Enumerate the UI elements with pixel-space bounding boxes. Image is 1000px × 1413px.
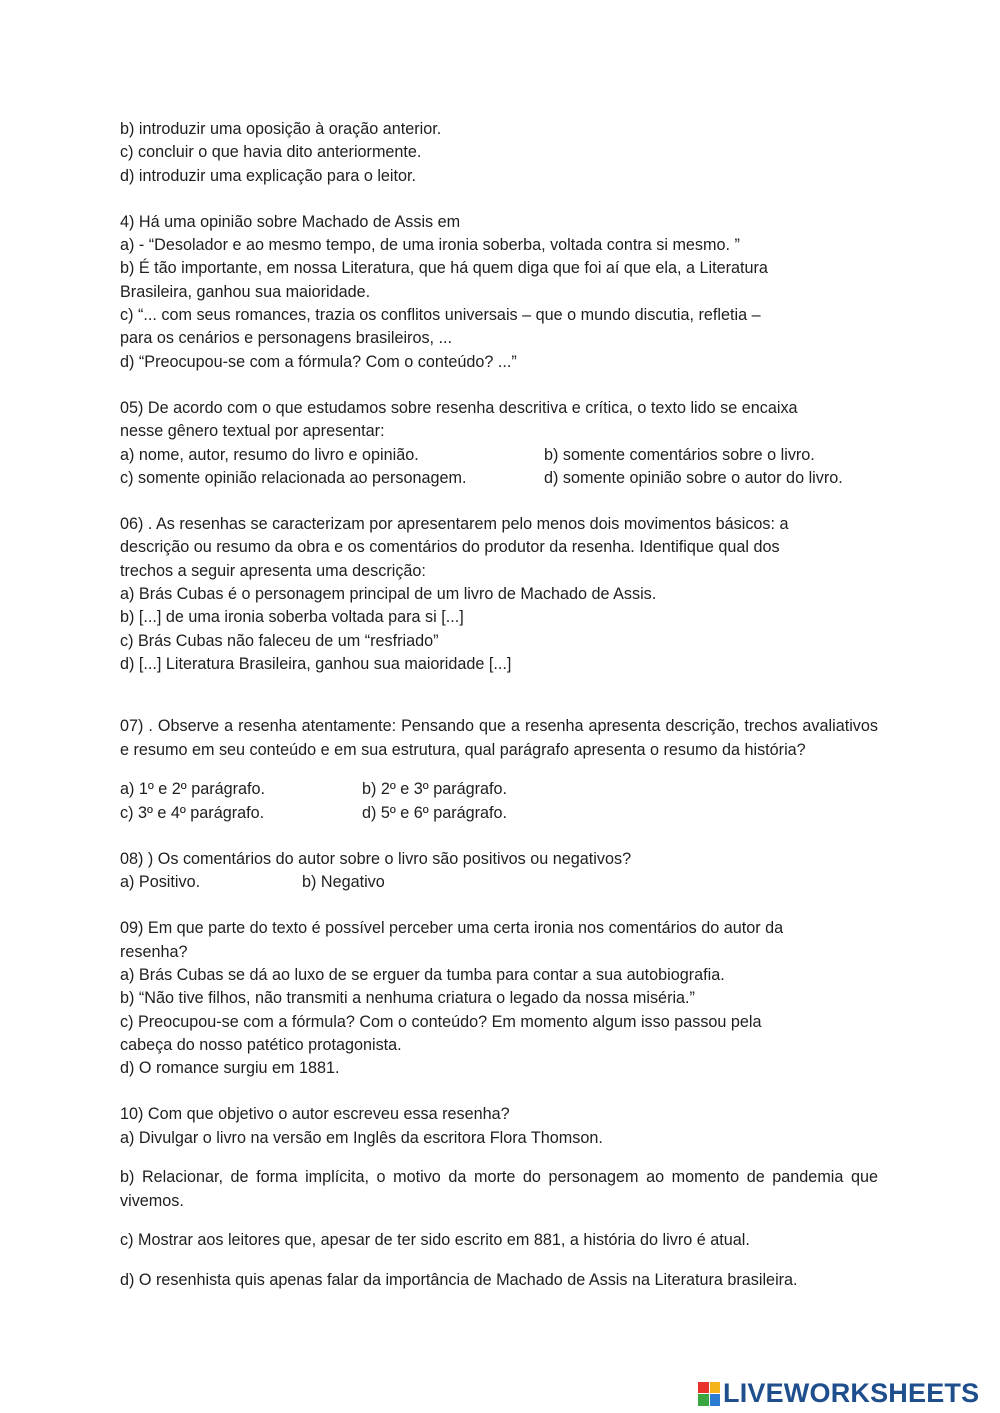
q10-option-d: d) O resenhista quis apenas falar da importância de Machado de Assis na Literatura brasileira. xyxy=(120,1270,798,1289)
q9-option-a: a) Brás Cubas se dá ao luxo de se erguer da tumba para contar a sua autobiografia. xyxy=(120,965,725,984)
q3-option-c: c) concluir o que havia dito anteriormente. xyxy=(120,143,422,162)
worksheet-page xyxy=(120,118,878,1308)
q8-options-row xyxy=(120,871,878,894)
q7-option-d: d) 5º e 6º parágrafo. xyxy=(362,803,508,822)
q4-option-c-line1: c) “... com seus romances, trazia os conflitos universais – que o mundo discutia, refletia – xyxy=(120,306,761,325)
q5-option-b: b) somente comentários sobre o livro. xyxy=(544,445,815,464)
q8-question: 08) ) Os comentários do autor sobre o livro são positivos ou negativos? xyxy=(120,849,632,868)
q9-question-line2: resenha? xyxy=(120,942,188,961)
q6-question-line3: trechos a seguir apresenta uma descrição: xyxy=(120,561,426,580)
q6-question-line2: descrição ou resumo da obra e os comentários do produtor da resenha. Identifique qual dos xyxy=(120,538,780,557)
q6-option-a: a) Brás Cubas é o personagem principal de um livro de Machado de Assis. xyxy=(120,585,657,604)
q6-option-d: d) [...] Literatura Brasileira, ganhou sua maioridade [...] xyxy=(120,654,512,673)
q5-options-row1 xyxy=(120,444,878,467)
q4-option-b-line2: Brasileira, ganhou sua maioridade. xyxy=(120,282,371,301)
q6-option-b: b) [...] de uma ironia soberba voltada para si [...] xyxy=(120,608,464,627)
q5-option-c: c) somente opinião relacionada ao personagem. xyxy=(120,468,467,487)
q3-option-d: d) introduzir uma explicação para o leitor. xyxy=(120,166,417,185)
q4-question: 4) Há uma opinião sobre Machado de Assis em xyxy=(120,212,461,231)
q5-option-a: a) nome, autor, resumo do livro e opinião. xyxy=(120,445,419,464)
q8-option-b: b) Negativo xyxy=(302,873,385,892)
q9-question-line1: 09) Em que parte do texto é possível perceber uma certa ironia nos comentários do autor da xyxy=(120,919,784,938)
q5-question-line2: nesse gênero textual por apresentar: xyxy=(120,422,385,441)
liveworksheets-mark-icon xyxy=(698,1382,720,1406)
q4-option-b-line1: b) É tão importante, em nossa Literatura, que há quem diga que foi aí que ela, a Literatura xyxy=(120,259,768,278)
q4-option-c-line2: para os cenários e personagens brasileiros, ... xyxy=(120,329,453,348)
liveworksheets-logo xyxy=(698,1378,979,1409)
q10-question: 10) Com que objetivo o autor escreveu essa resenha? xyxy=(120,1105,510,1124)
q7-option-c: c) 3º e 4º parágrafo. xyxy=(120,803,265,822)
q9-option-b: b) “Não tive filhos, não transmiti a nenhuma criatura o legado da nossa miséria.” xyxy=(120,989,695,1008)
q7-question: 07) . Observe a resenha atentamente: Pensando que a resenha apresenta descrição, trechos avaliativos e resumo em seu conteúdo e em sua estrutura, qual parágrafo apresenta o resumo da história? xyxy=(120,717,878,759)
q3-option-b: b) introduzir uma oposição à oração anterior. xyxy=(120,120,442,138)
q4-option-d: d) “Preocupou-se com a fórmula? Com o conteúdo? ...” xyxy=(120,352,517,371)
q9-option-c-line1: c) Preocupou-se com a fórmula? Com o conteúdo? Em momento algum isso passou pela xyxy=(120,1012,762,1031)
q5-options-row2 xyxy=(120,467,878,490)
q4-option-a: a) - “Desolador e ao mesmo tempo, de uma ironia soberba, voltada contra si mesmo. ” xyxy=(120,236,740,255)
q7-options-row2 xyxy=(120,802,878,825)
q8-option-a: a) Positivo. xyxy=(120,873,201,892)
q6-option-c: c) Brás Cubas não faleceu de um “resfriado” xyxy=(120,631,439,650)
liveworksheets-logo-text: LIVEWORKSHEETS xyxy=(723,1378,980,1408)
q7-options-row1 xyxy=(120,778,878,801)
q6-question-line1: 06) . As resenhas se caracterizam por apresentarem pelo menos dois movimentos básicos: a xyxy=(120,515,789,534)
q9-option-c-line2: cabeça do nosso patético protagonista. xyxy=(120,1035,402,1054)
q10-option-b: b) Relacionar, de forma implícita, o motivo da morte do personagem ao momento de pandemia que vivemos. xyxy=(120,1168,878,1210)
q5-option-d: d) somente opinião sobre o autor do livro. xyxy=(544,468,843,487)
q7-option-a: a) 1º e 2º parágrafo. xyxy=(120,780,266,799)
q10-option-a: a) Divulgar o livro na versão em Inglês da escritora Flora Thomson. xyxy=(120,1128,603,1147)
q5-question-line1: 05) De acordo com o que estudamos sobre resenha descritiva e crítica, o texto lido se encaixa xyxy=(120,398,798,417)
q9-option-d: d) O romance surgiu em 1881. xyxy=(120,1059,340,1078)
q7-option-b: b) 2º e 3º parágrafo. xyxy=(362,780,508,799)
q10-option-c: c) Mostrar aos leitores que, apesar de ter sido escrito em 881, a história do livro é atual. xyxy=(120,1231,750,1250)
